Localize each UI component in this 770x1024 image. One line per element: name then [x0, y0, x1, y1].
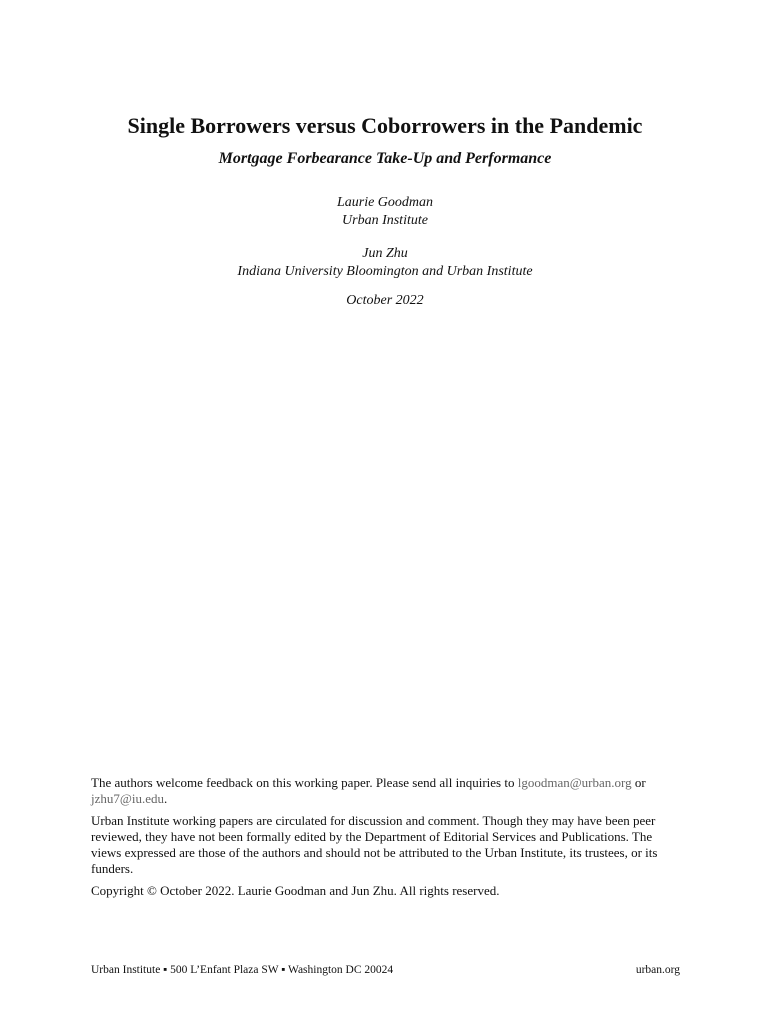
- feedback-note: [91, 775, 681, 807]
- author-block-2: [0, 245, 770, 281]
- email-link-zhu[interactable]: jzhu7@iu.edu: [91, 791, 164, 806]
- feedback-end: .: [164, 791, 168, 806]
- footer-address: Urban Institute ▪ 500 L’Enfant Plaza SW ▪ Washington DC 20024: [91, 964, 394, 976]
- author-name: Jun Zhu: [362, 246, 408, 261]
- author-block-1: [0, 194, 770, 230]
- page-footer: [91, 962, 680, 978]
- author-name: Laurie Goodman: [336, 195, 434, 210]
- copyright-note: Copyright © October 2022. Laurie Goodman and Jun Zhu. All rights reserved.: [91, 883, 500, 898]
- date-text: October 2022: [346, 293, 424, 308]
- feedback-or: or: [631, 775, 646, 790]
- author-affiliation: Indiana University Bloomington and Urban Institute: [237, 264, 533, 279]
- paper-title: Single Borrowers versus Coborrowers in the Pandemic: [127, 113, 643, 138]
- footer-site[interactable]: urban.org: [635, 964, 680, 976]
- front-matter-notes: [91, 775, 681, 905]
- publication-date: [0, 292, 770, 310]
- feedback-text: The authors welcome feedback on this working paper. Please send all inquiries to: [91, 775, 518, 790]
- author-affiliation: Urban Institute: [342, 213, 428, 228]
- paper-subtitle: Mortgage Forbearance Take-Up and Performance: [218, 150, 552, 167]
- email-link-goodman[interactable]: lgoodman@urban.org: [517, 775, 632, 790]
- disclaimer-note: Urban Institute working papers are circulated for discussion and comment. Though they may have been peer reviewed, they have not been formally edited by the Department of Editorial Services and Publications. The views expressed are those of the authors and should not be attributed to the Urban Institute, its trustees, or its funders.: [91, 813, 658, 876]
